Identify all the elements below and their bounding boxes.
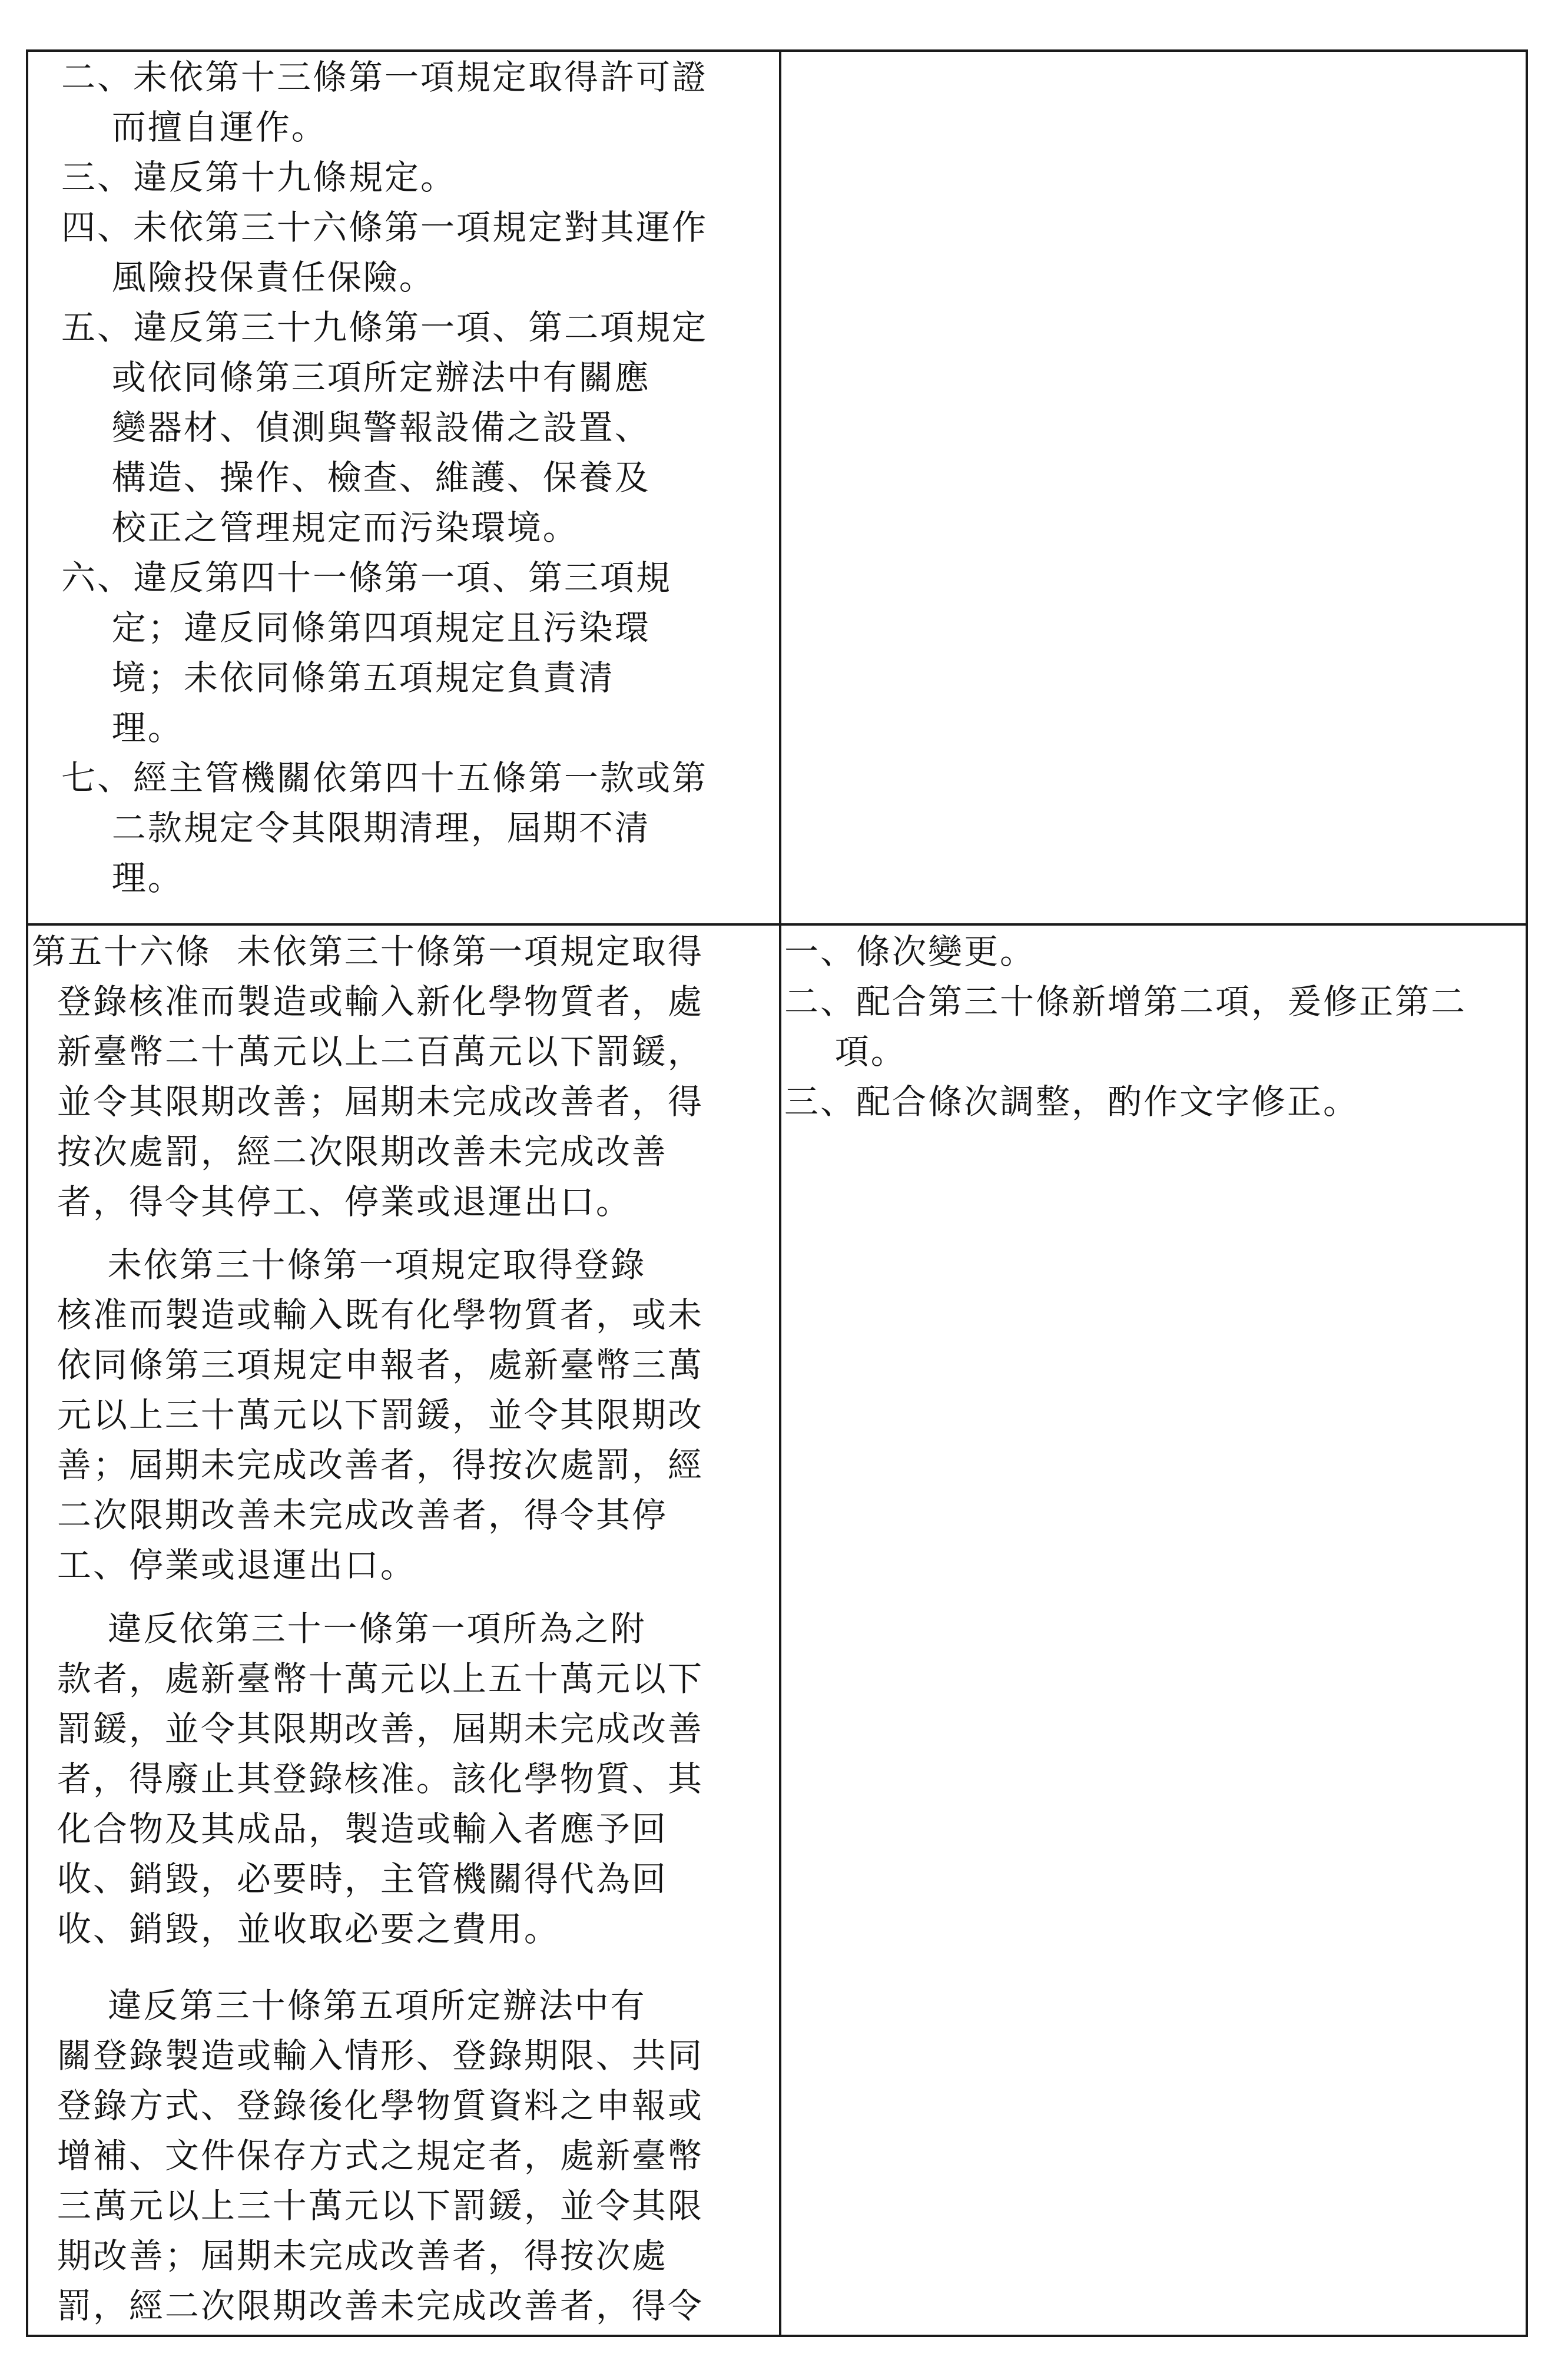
row-divider: [28, 923, 1526, 926]
explanation-item-3: 三、配合條次調整，酌作文字修正。: [784, 1082, 1360, 1122]
explanation-item-2: 二、配合第三十條新增第二項，爰修正第二 項。: [784, 982, 1467, 1072]
article-56-paragraph-3: 違反依第三十一條第一項所為之附 款者，處新臺幣十萬元以上五十萬元以下 罰鍰，並令其限期改善，屆期未完成改善 者，得廢止其登錄核准。該化學物質、其 化合物及其成品，製造或輸入者應予回 收、銷毀，必要時，主管機關得代為回 收、銷毀，並收取必要之費用。: [32, 1609, 704, 1949]
upper-item-3: 三、違反第十九條規定。: [61, 157, 457, 197]
article-56-paragraph-1: 第五十六條 未依第三十條第一項規定取得 登錄核准而製造或輸入新化學物質者，處 新臺幣二十萬元以上二百萬元以下罰鍰， 並令其限期改善；屆期未完成改善者，得 按次處罰，經二次限期改善未完成改善 者，得令其停工、停業或退運出口。: [32, 932, 704, 1222]
upper-item-7: 七、經主管機關依第四十五條第一款或第 二款規定令其限期清理，屆期不清 理。: [61, 758, 708, 898]
article-56-paragraph-2: 未依第三十條第一項規定取得登錄 核准而製造或輸入既有化學物質者，或未 依同條第三項規定申報者，處新臺幣三萬 元以上三十萬元以下罰鍰，並令其限期改 善；屆期未完成改善者，得按次處罰，經 二次限期改善未完成改善者，得令其停 工、停業或退運出口。: [32, 1245, 704, 1585]
upper-item-2: 二、未依第十三條第一項規定取得許可證 而擅自運作。: [61, 57, 708, 147]
upper-item-6: 六、違反第四十一條第一項、第三項規 定；違反同條第四項規定且污染環 境；未依同條第五項規定負責清 理。: [61, 558, 672, 748]
explanation-item-1: 一、條次變更。: [784, 932, 1036, 972]
upper-item-4: 四、未依第三十六條第一項規定對其運作 風險投保責任保險。: [61, 207, 708, 297]
comparison-table: [26, 49, 1528, 2337]
upper-item-5: 五、違反第三十九條第一項、第二項規定 或依同條第三項所定辦法中有關應 變器材、偵測與警報設備之設置、 構造、操作、檢查、維護、保養及 校正之管理規定而污染環境。: [61, 307, 708, 548]
column-divider: [779, 52, 781, 2335]
article-56-paragraph-4: 違反第三十條第五項所定辦法中有 關登錄製造或輸入情形、登錄期限、共同 登錄方式、登錄後化學物質資料之申報或 增補、文件保存方式之規定者，處新臺幣 三萬元以上三十萬元以下罰鍰，並令其限 期改善；屆期未完成改善者，得按次處 罰，經二次限期改善未完成改善者，得令: [32, 1986, 704, 2326]
